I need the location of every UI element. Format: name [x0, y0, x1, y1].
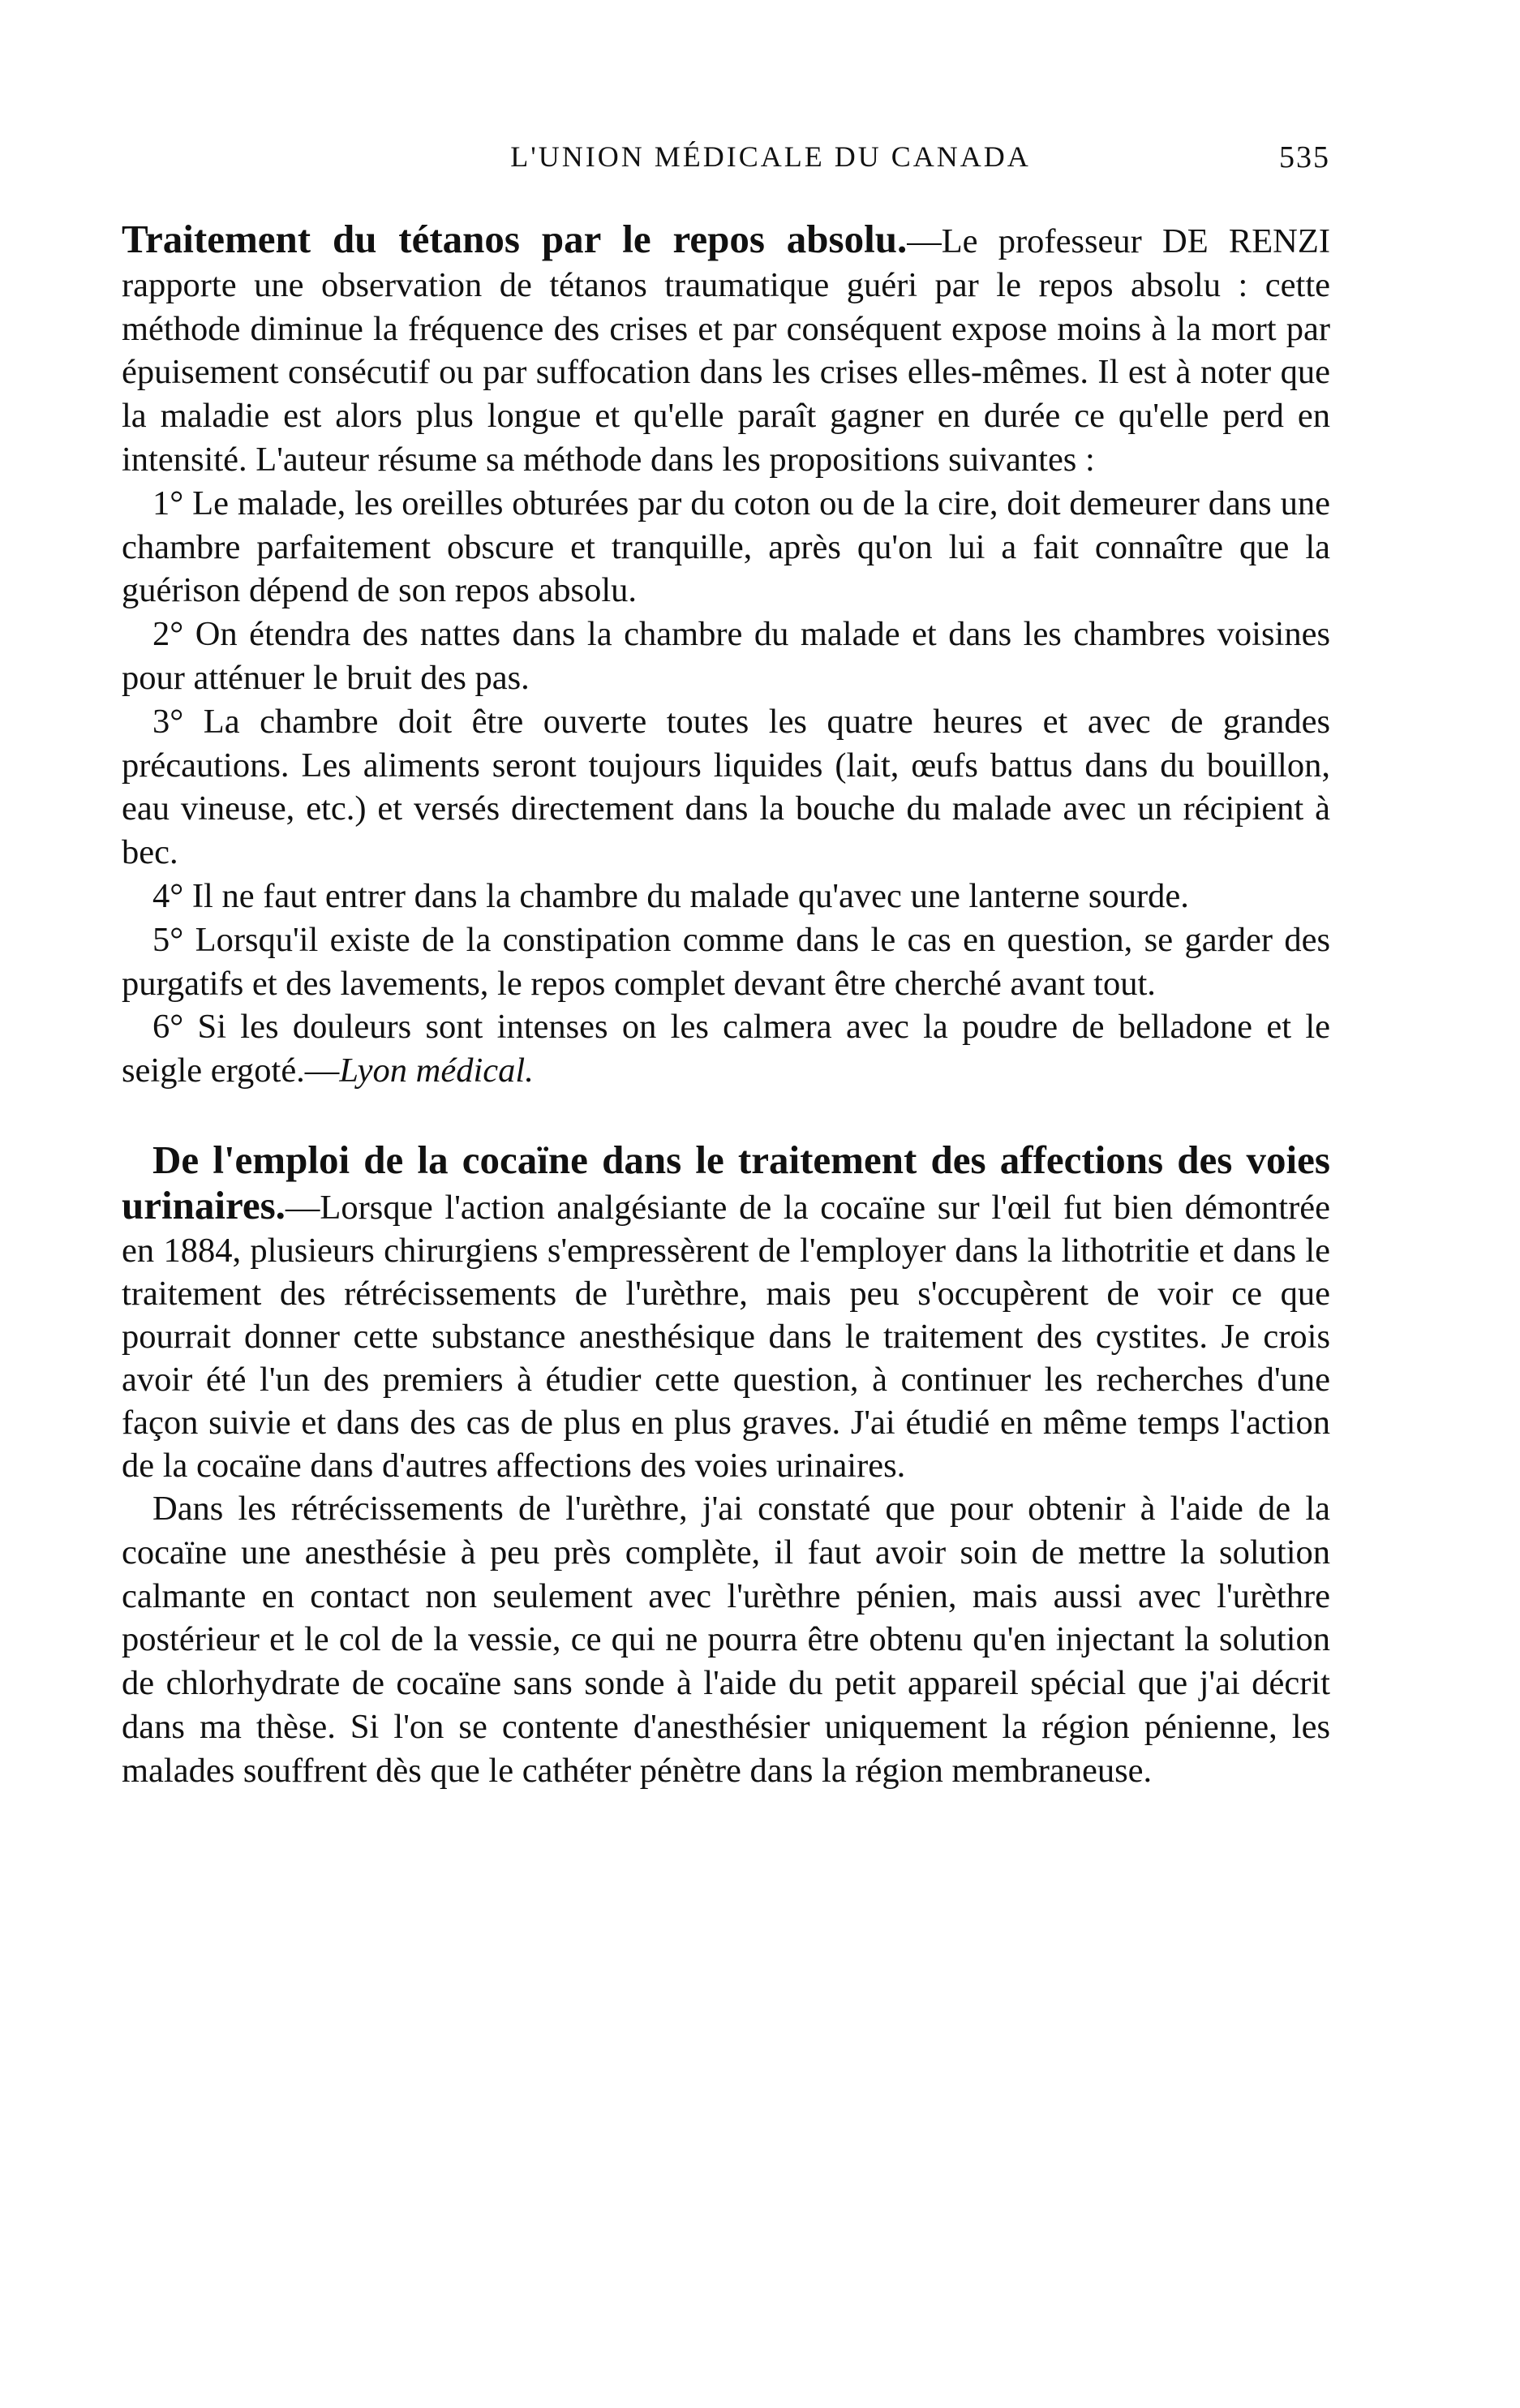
paragraph: Dans les rétrécissements de l'urèthre, j'ai constaté que pour obtenir à l'aide de la cocaïne une anesthésie à peu près complète, il faut avoir soin de mettre la solution calmante en contact non seulement avec l'urèthre pénien, mais aussi avec l'urèthre postérieur et le col de la vessie, ce qui ne pourra être obtenu qu'en injectant la solution de chlorhydrate de cocaïne sans sonde à l'aide du petit appareil spécial que j'ai décrit dans ma thèse. Si l'on se contente d'anesthésier uniquement la région pénienne, les malades souffrent dès que le cathéter pénètre dans la région membraneuse.	[122, 1489, 1330, 1790]
article-tetanos	[122, 217, 1330, 1093]
numbered-item: 5° Lorsqu'il existe de la constipation comme dans le cas en question, se garder des purgatifs et des lavements, le repos complet devant être cherché avant tout.	[122, 920, 1330, 1003]
author-name: RENZI	[1228, 222, 1330, 260]
page-header	[122, 140, 1330, 188]
article-intro-paragraph	[122, 217, 1330, 482]
author-particle: DE	[1162, 222, 1229, 260]
article-intro-paragraph	[122, 1138, 1330, 1487]
intro-text: rapporte une observation de tétanos traumatique guéri par le repos absolu : cette méthode diminue la fréquence des crises et par conséquent expose moins à la mort par épuisement consécutif ou par suffocation dans les crises elles-mêmes. Il est à noter que la maladie est alors plus longue et qu'elle paraît gagner en durée ce qu'elle perd en intensité. L'auteur résume sa méthode dans les propositions suivantes :	[122, 265, 1330, 479]
article-cocaine	[122, 1138, 1330, 1793]
article-title: Traitement du tétanos par le repos absolu.	[122, 217, 908, 261]
intro-lead: —Le professeur	[907, 222, 1162, 260]
page-body	[122, 217, 1330, 1793]
running-head: L'UNION MÉDICALE DU CANADA	[510, 140, 1031, 173]
source-citation: Lyon médical.	[339, 1051, 534, 1090]
page-number: 535	[1279, 140, 1330, 174]
numbered-item: 1° Le malade, les oreilles obturées par du coton ou de la cire, doit demeurer dans une chambre parfaitement obscure et tranquille, après qu'on lui a fait connaître que la guérison dépend de son repos absolu.	[122, 484, 1330, 610]
item-text: 6° Si les douleurs sont intenses on les calmera avec la poudre de belladone et le seigle ergoté.—	[122, 1008, 1330, 1090]
numbered-item-last	[122, 1005, 1330, 1093]
article-title: De l'emploi de la cocaïne dans le traitement des affections des voies urinaires.	[122, 1137, 1330, 1228]
numbered-item: 4° Il ne faut entrer dans la chambre du malade qu'avec une lanterne sourde.	[152, 876, 1189, 915]
numbered-item: 2° On étendra des nattes dans la chambre du malade et dans les chambres voisines pour atténuer le bruit des pas.	[122, 615, 1330, 697]
paragraph-text: —Lorsque l'action analgésiante de la cocaïne sur l'œil fut bien démontrée en 1884, plusieurs chirurgiens s'empressèrent de l'employer dans la lithotritie et dans le traitement des rétrécissements de l'urèthre, mais peu s'occupèrent de voir ce que pourrait donner cette substance anesthésique dans le traitement des cystites. Je crois avoir été l'un des premiers à étudier cette question, à continuer les recherches d'une façon suivie et dans des cas de plus en plus graves. J'ai étudié en même temps l'action de la cocaïne dans d'autres affections des voies urinaires.	[122, 1188, 1330, 1485]
section-gap	[122, 1093, 1330, 1138]
numbered-item: 3° La chambre doit être ouverte toutes les quatre heures et avec de grandes précautions. Les aliments seront toujours liquides (lait, œufs battus dans du bouillon, eau vineuse, etc.) et versés directement dans la bouche du malade avec un récipient à bec.	[122, 702, 1330, 872]
